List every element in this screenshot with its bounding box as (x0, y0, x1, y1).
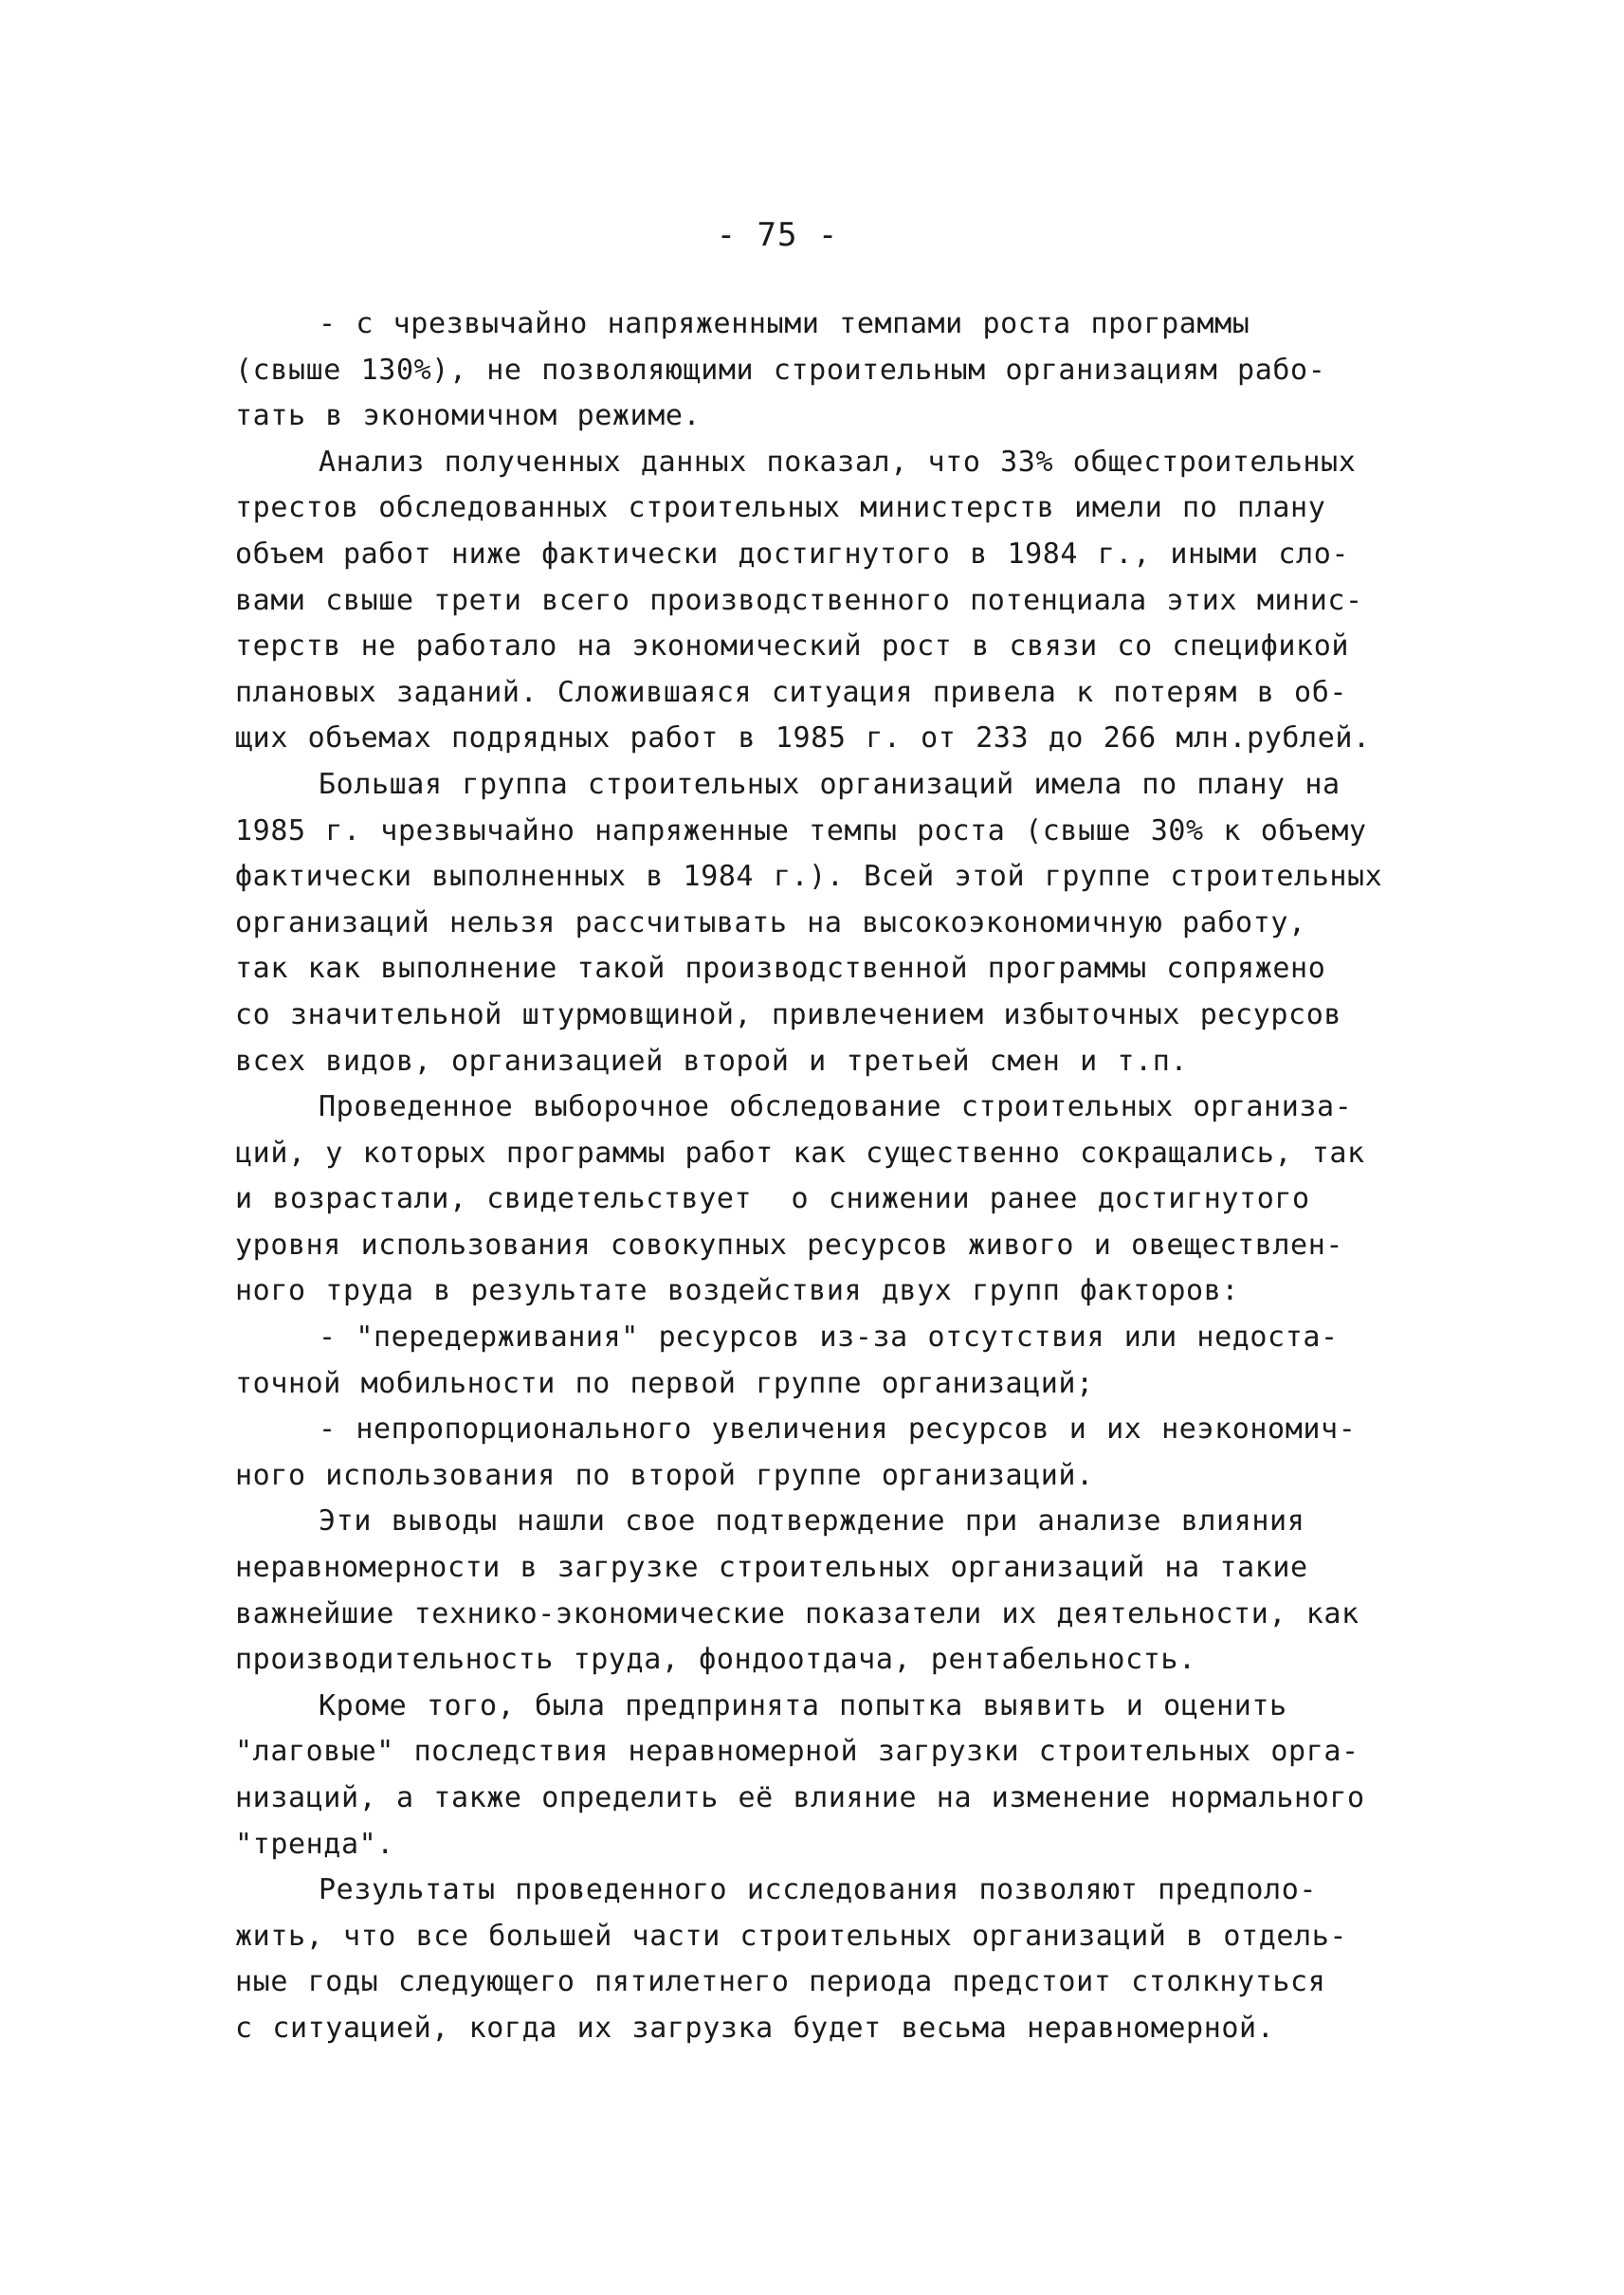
text-line: ного труда в результате воздействия двух групп факторов: (235, 1274, 1240, 1308)
text-line: трестов обследованных строительных министерств имели по плану (235, 491, 1326, 525)
text-line: Эти выводы нашли свое подтверждение при анализе влияния (319, 1504, 1305, 1539)
text-line: "лаговые" последствия неравномерной загрузки строительных орга- (235, 1735, 1359, 1769)
text-line: "тренда". (235, 1827, 394, 1861)
text-line: со значительной штурмовщиной, привлечением избыточных ресурсов (235, 997, 1342, 1031)
text-line: неравномерности в загрузке строительных организаций на такие (235, 1551, 1308, 1585)
text-line: ций, у которых программы работ как существенно сокращались, так (235, 1136, 1365, 1170)
text-line: - с чрезвычайно напряженными темпами роста программы (319, 307, 1250, 340)
body-text (235, 301, 1411, 2052)
text-line: важнейшие технико-экономические показатели их деятельности, как (235, 1596, 1359, 1630)
text-line: - непропорционального увеличения ресурсов и их неэкономич- (319, 1412, 1357, 1447)
text-line: вами свыше трети всего производственного потенциала этих минис- (235, 583, 1363, 617)
text-line: плановых заданий. Сложившаяся ситуация привела к потерям в об- (235, 675, 1348, 709)
text-line: Результаты проведенного исследования позволяют предполо- (319, 1873, 1318, 1907)
text-line: фактически выполненных в 1984 г.). Всей этой группе строительных (235, 860, 1383, 894)
text-line: - "передерживания" ресурсов из-за отсутствия или недоста- (319, 1321, 1339, 1355)
text-line: тать в экономичном режиме. (235, 399, 702, 433)
text-line: объем работ ниже фактически достигнутого в 1984 г., иными сло- (235, 537, 1350, 571)
text-line: с ситуацией, когда их загрузка будет весьма неравномерной. (235, 2011, 1275, 2045)
text-line: жить, что все большей части строительных организаций в отдель- (235, 1919, 1348, 1953)
text-line: Проведенное выборочное обследование строительных организа- (319, 1090, 1353, 1124)
text-line: терств не работало на экономический рост в связи со спецификой (235, 629, 1350, 664)
text-line: так как выполнение такой производственной программы сопряжено (235, 952, 1326, 986)
page-number: - 75 - (716, 216, 839, 254)
text-line: уровня использования совокупных ресурсов живого и овеществлен- (235, 1228, 1344, 1262)
text-line: ного использования по второй группе организаций. (235, 1458, 1094, 1492)
text-line: (свыше 130%), не позволяющими строительным организациям рабо- (235, 353, 1326, 387)
text-line: Кроме того, была предпринята попытка выявить и оценить (319, 1688, 1287, 1722)
text-line: Большая группа строительных организаций имела по плану на (319, 767, 1341, 801)
text-line: ные годы следующего пятилетнего периода предстоит столкнуться (235, 1965, 1326, 1999)
text-line: и возрастали, свидетельствует о снижении ранее достигнутого (235, 1182, 1310, 1216)
text-line: 1985 г. чрезвычайно напряженные темпы роста (свыше 30% к объему (235, 813, 1367, 847)
text-line: организаций нельзя рассчитывать на высокоэкономичную работу, (235, 905, 1306, 939)
text-line: щих объемах подрядных работ в 1985 г. от 233 до 266 млн.рублей. (235, 721, 1371, 756)
text-line: низаций, а также определить её влияние на изменение нормального (235, 1781, 1365, 1814)
text-line: точной мобильности по первой группе организаций; (235, 1366, 1094, 1400)
text-line: производительность труда, фондоотдача, рентабельность. (235, 1643, 1196, 1677)
text-line: всех видов, организацией второй и третьей смен и т.п. (235, 1044, 1189, 1078)
text-line: Анализ полученных данных показал, что 33% общестроительных (319, 445, 1357, 479)
